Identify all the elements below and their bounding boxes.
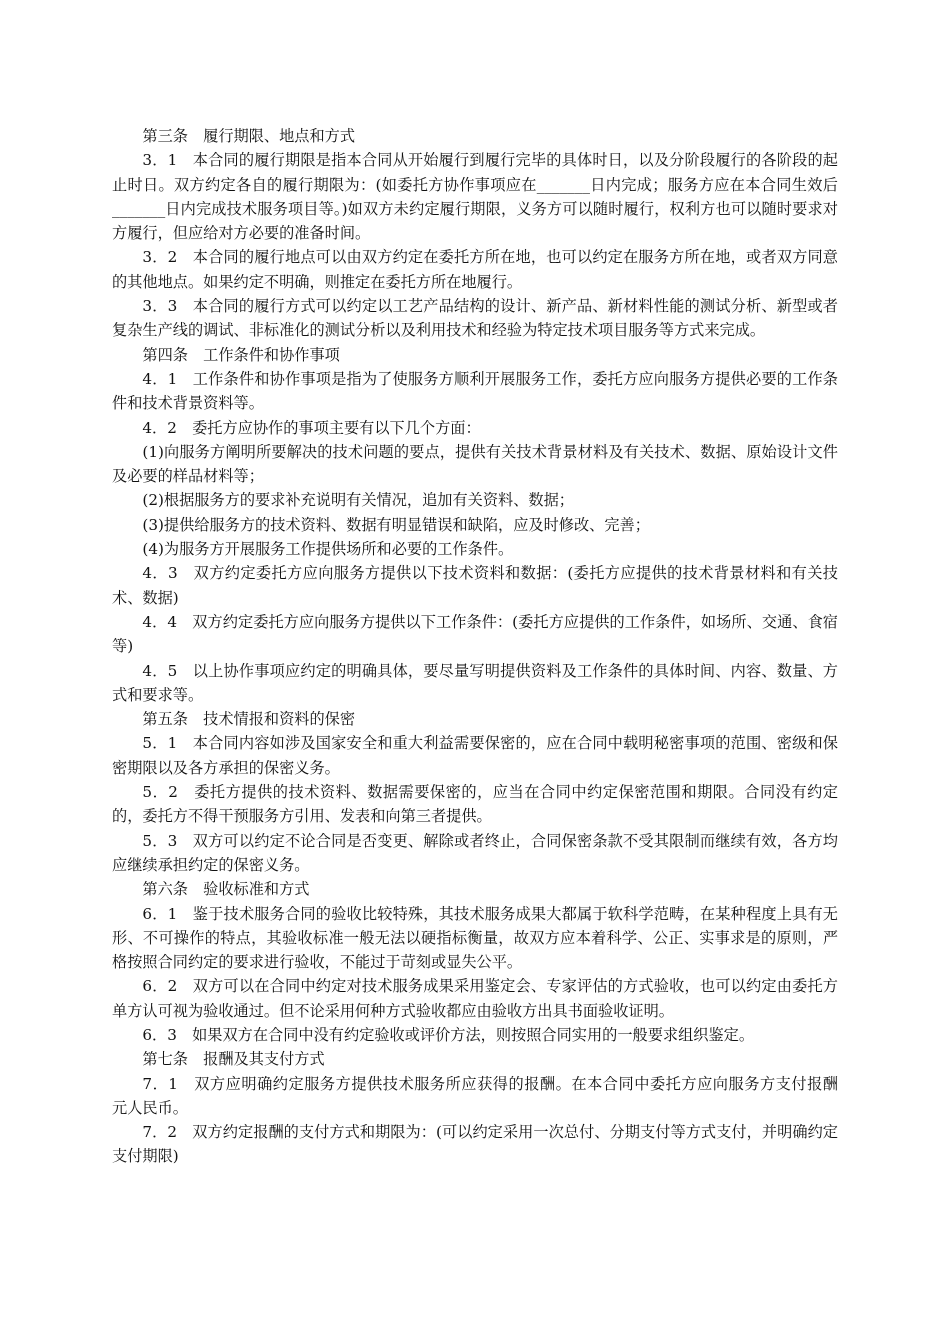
clause-3-2: 3．2 本合同的履行地点可以由双方约定在委托方所在地，也可以约定在服务方所在地，或者双方同意的其他地点。如果约定不明确，则推定在委托方所在地履行。 [112,248,838,291]
clause-3-3: 3．3 本合同的履行方式可以约定以工艺产品结构的设计、新产品、新材料性能的测试分析、新型或者复杂生产线的调试、非标准化的测试分析以及利用技术和经验为特定技术项目服务等方式来完成。 [112,297,838,340]
clause-5-2: 5．2 委托方提供的技术资料、数据需要保密的，应当在合同中约定保密范围和期限。合同没有约定的，委托方不得干预服务方引用、发表和向第三者提供。 [112,783,838,826]
clause-6-3: 6．3 如果双方在合同中没有约定验收或评价方法，则按照合同实用的一般要求组织鉴定。 [142,1025,755,1044]
article-5-heading: 第五条 技术情报和资料的保密 [142,710,356,729]
clause-4-2-item-3: (3)提供给服务方的技术资料、数据有明显错误和缺陷，应及时修改、完善； [142,515,650,534]
clause-3-1: 3．1 本合同的履行期限是指本合同从开始履行到履行完毕的具体时日，以及分阶段履行的各阶段的起止时日。双方约定各自的履行期限为：(如委托方协作事项应在_______日内完成；服务方应在本合同生效后_______日内完成技术服务项目等。)如双方未约定履行期限，义务方可以随时履行，权利方也可以随时要求对方履行，但应给对方必要的准备时间。 [112,151,838,243]
article-7-heading: 第七条 报酬及其支付方式 [142,1050,325,1069]
clause-4-2-item-1: (1)向服务方阐明所要解决的技术问题的要点，提供有关技术背景材料及有关技术、数据、原始设计文件及必要的样品材料等； [112,442,838,486]
clause-4-3: 4．3 双方约定委托方应向服务方提供以下技术资料和数据：(委托方应提供的技术背景材料和有关技术、数据) [112,564,838,607]
article-4-heading: 第四条 工作条件和协作事项 [142,345,340,364]
clause-4-4: 4．4 双方约定委托方应向服务方提供以下工作条件：(委托方应提供的工作条件，如场所、交通、食宿等) [112,612,838,656]
clause-7-1: 7．1 双方应明确约定服务方提供技术服务所应获得的报酬。在本合同中委托方应向服务方支付报酬 元人民币。 [112,1074,869,1117]
clause-4-5: 4．5 以上协作事项应约定的明确具体，要尽量写明提供资料及工作条件的具体时间、内容、数量、方式和要求等。 [112,661,838,704]
clause-4-1: 4．1 工作条件和协作事项是指为了使服务方顺利开展服务工作，委托方应向服务方提供必要的工作条件和技术背景资料等。 [112,369,838,413]
article-6-heading: 第六条 验收标准和方式 [142,880,310,899]
clause-6-1: 6．1 鉴于技术服务合同的验收比较特殊，其技术服务成果大都属于软科学范畴，在某种程度上具有无形、不可操作的特点，其验收标准一般无法以硬指标衡量，故双方应本着科学、公正、实事求是的原则，严格按照合同约定的要求进行验收，不能过于苛刻或显失公平。 [112,904,838,972]
clause-6-2: 6．2 双方可以在合同中约定对技术服务成果采用鉴定会、专家评估的方式验收，也可以约定由委托方单方认可视为验收通过。但不论采用何种方式验收都应由验收方出具书面验收证明。 [112,977,838,1020]
clause-4-2-item-2: (2)根据服务方的要求补充说明有关情况，追加有关资料、数据； [142,491,574,510]
clause-4-2: 4．2 委托方应协作的事项主要有以下几个方面： [142,418,481,437]
clause-5-3: 5．3 双方可以约定不论合同是否变更、解除或者终止，合同保密条款不受其限制而继续有效，各方均应继续承担约定的保密义务。 [112,831,838,874]
article-3-heading: 第三条 履行期限、地点和方式 [142,127,356,145]
clause-5-1: 5．1 本合同内容如涉及国家安全和重大利益需要保密的，应在合同中载明秘密事项的范围、密级和保密期限以及各方承担的保密义务。 [112,734,838,777]
clause-7-2: 7．2 双方约定报酬的支付方式和期限为：(可以约定采用一次总付、分期支付等方式支付，并明确约定支付期限) [112,1123,838,1166]
clause-4-2-item-4: (4)为服务方开展服务工作提供场所和必要的工作条件。 [142,540,514,559]
